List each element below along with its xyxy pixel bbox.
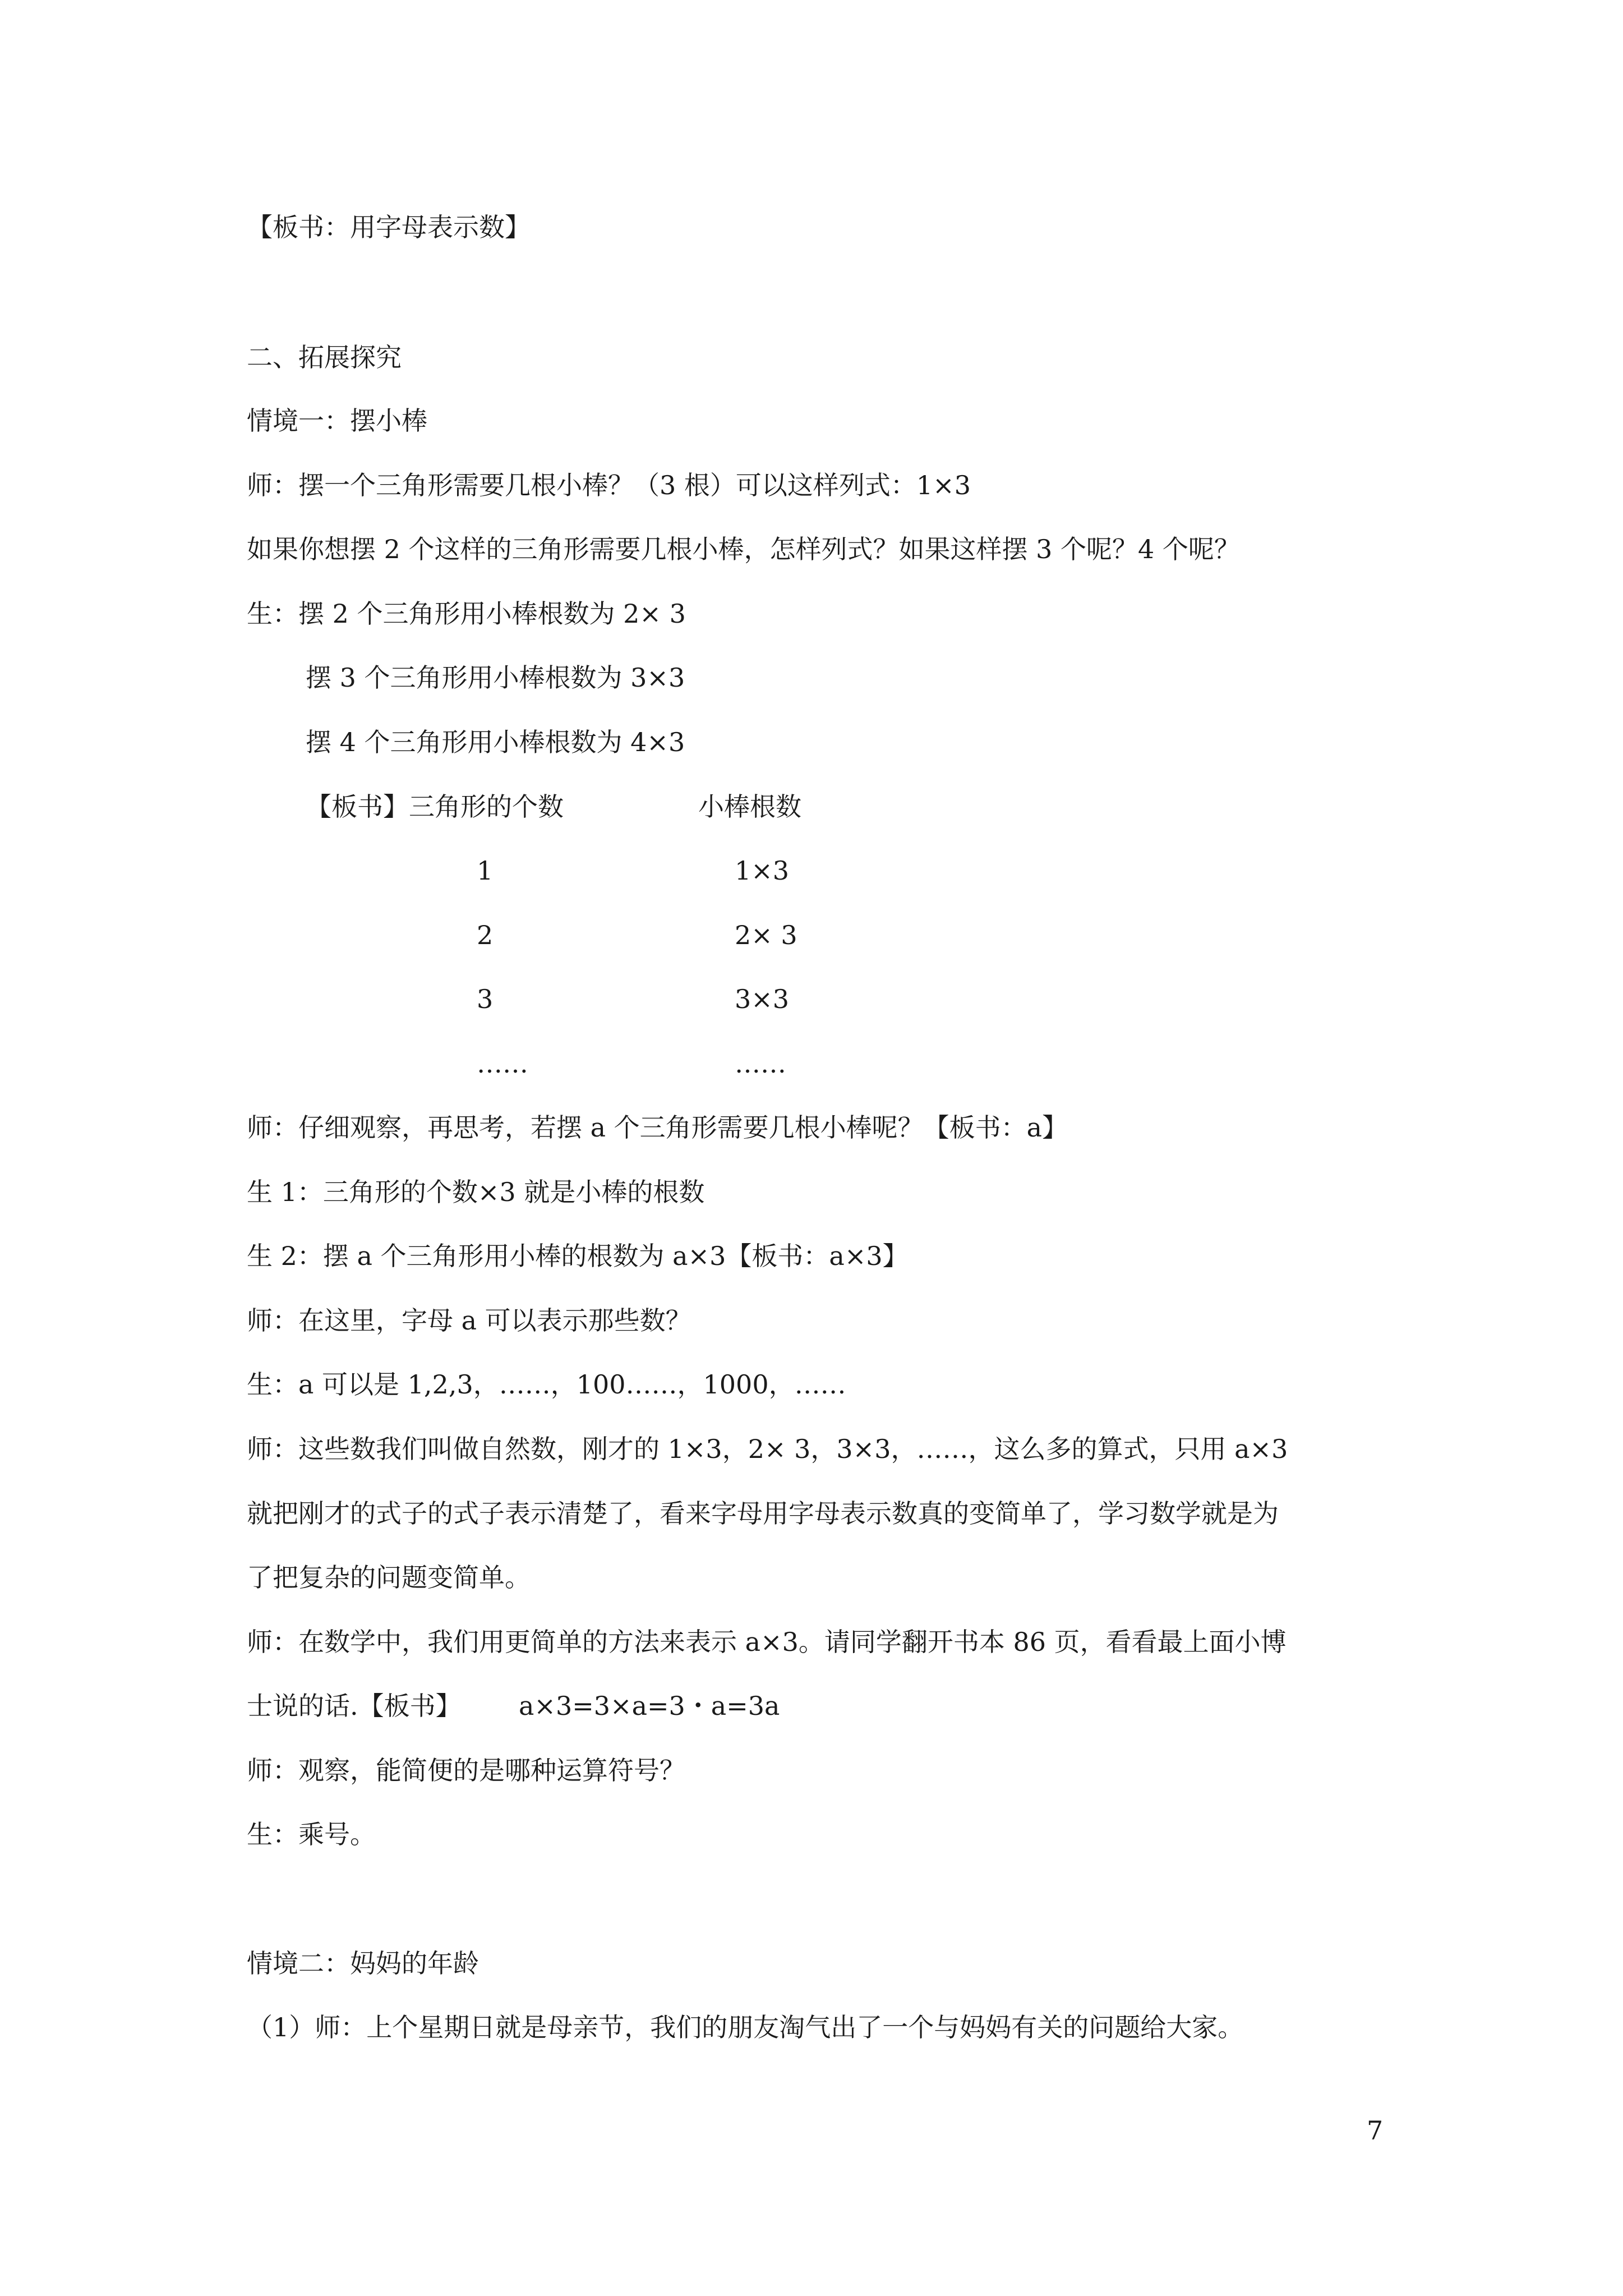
text-line: 生：a 可以是 1,2,3，……，100……，1000，…… xyxy=(247,1369,846,1400)
text-line: 摆 4 个三角形用小棒根数为 4×3 xyxy=(306,727,685,757)
text-line: 师：在这里，字母 a 可以表示那些数？ xyxy=(247,1305,691,1336)
board-title: 【板书：用字母表示数】 xyxy=(247,212,531,242)
text-line: 师：摆一个三角形需要几根小棒？（3 根）可以这样列式：1×3 xyxy=(247,470,971,500)
table-cell: 1 xyxy=(477,855,494,886)
text-line: 士说的话.【板书】 a×3=3×a=3・a=3a xyxy=(247,1691,780,1721)
text-line: 就把刚才的式子的式子表示清楚了，看来字母用字母表示数真的变简单了，学习数学就是为 xyxy=(247,1498,1279,1529)
table-cell: …… xyxy=(477,1048,528,1079)
section-heading: 二、拓展探究 xyxy=(247,342,402,372)
page-number: 7 xyxy=(1367,2115,1384,2146)
table-header-left: 【板书】三角形的个数 xyxy=(306,792,564,822)
text-line: 了把复杂的问题变简单。 xyxy=(247,1562,531,1593)
table-cell: 2 xyxy=(477,920,494,950)
table-cell: 2× 3 xyxy=(735,920,797,950)
table-cell: 3 xyxy=(477,984,494,1014)
text-line: 师：观察，能简便的是哪种运算符号？ xyxy=(247,1755,685,1786)
table-cell: 1×3 xyxy=(735,855,790,886)
text-line: 师：仔细观察，再思考，若摆 a 个三角形需要几根小棒呢？【板书：a】 xyxy=(247,1112,1068,1143)
text-line: 如果你想摆 2 个这样的三角形需要几根小棒，怎样列式？如果这样摆 3 个呢？4 个呢？ xyxy=(247,534,1240,564)
text-line: 生：摆 2 个三角形用小棒根数为 2× 3 xyxy=(247,599,686,629)
text-line: 师：这些数我们叫做自然数，刚才的 1×3，2× 3，3×3，……，这么多的算式，只用 a×3 xyxy=(247,1434,1288,1464)
scenario-one-title: 情境一：摆小棒 xyxy=(247,406,427,436)
text-line: 生 2：摆 a 个三角形用小棒的根数为 a×3【板书：a×3】 xyxy=(247,1241,909,1271)
table-header-right: 小棒根数 xyxy=(698,792,801,822)
text-line: 师：在数学中，我们用更简单的方法来表示 a×3。请同学翻开书本 86 页，看看最上面小博 xyxy=(247,1627,1287,1657)
text-line: 生 1：三角形的个数×3 就是小棒的根数 xyxy=(247,1177,705,1207)
text-line: （1）师：上个星期日就是母亲节，我们的朋友淘气出了一个与妈妈有关的问题给大家。 xyxy=(247,2012,1244,2042)
table-cell: 3×3 xyxy=(735,984,790,1014)
text-line: 生：乘号。 xyxy=(247,1819,376,1849)
scenario-two-title: 情境二：妈妈的年龄 xyxy=(247,1948,479,1978)
text-line: 摆 3 个三角形用小棒根数为 3×3 xyxy=(306,662,685,693)
table-cell: …… xyxy=(735,1048,786,1079)
